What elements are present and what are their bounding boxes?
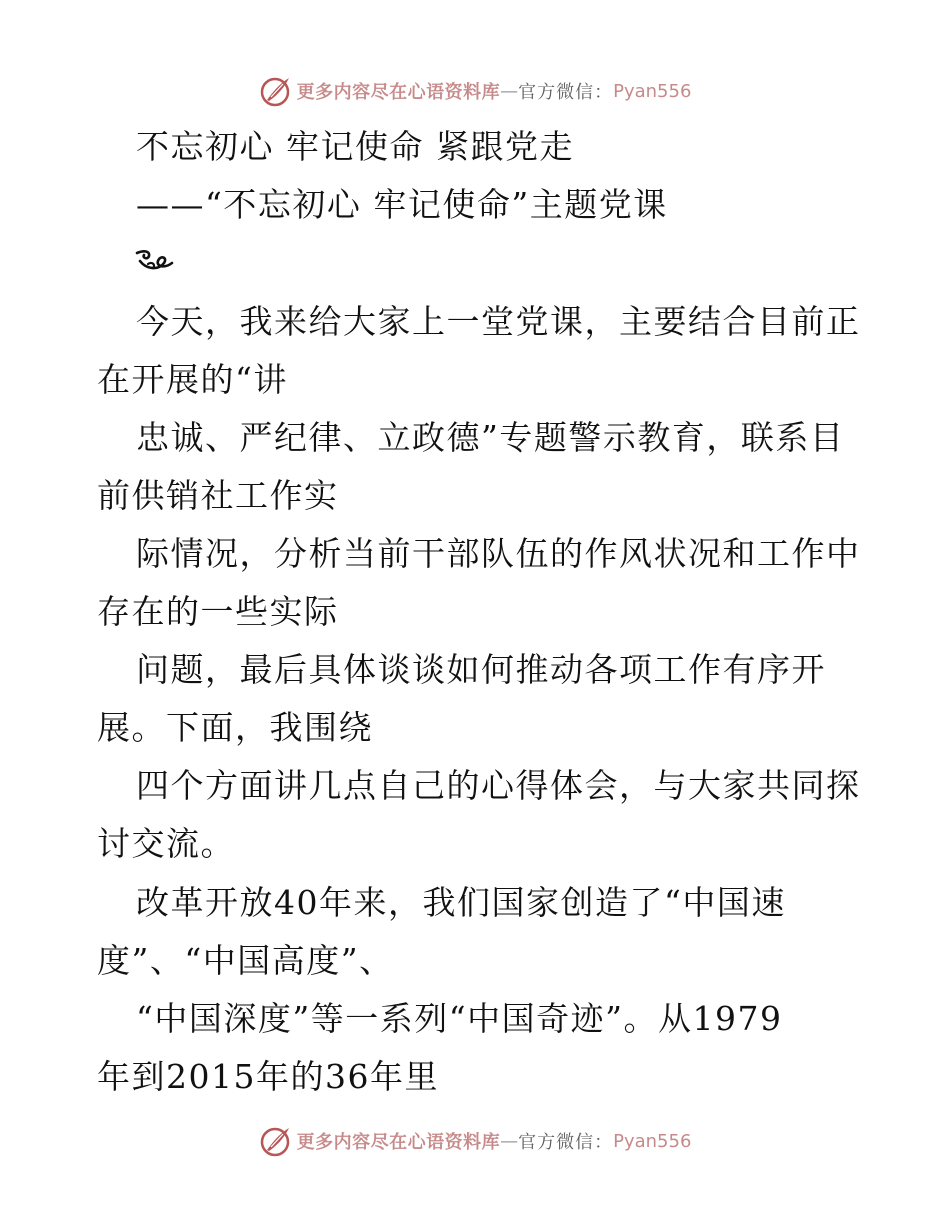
watermark-wechat-id: Pyan556 bbox=[613, 80, 692, 102]
watermark-site-text: 更多内容尽在心语资料库 bbox=[296, 1132, 501, 1153]
watermark-wechat-id: Pyan556 bbox=[613, 1130, 692, 1152]
watermark-dash: — bbox=[500, 1130, 519, 1152]
paragraph-line: 讨交流。 bbox=[97, 824, 235, 863]
paragraph-line: “中国深度”等一系列“中国奇迹”。从1979 bbox=[136, 999, 783, 1038]
watermark-footer bbox=[0, 1121, 950, 1161]
paragraph-line: 四个方面讲几点自己的心得体会，与大家共同探 bbox=[136, 766, 861, 805]
paragraph-line: 在开展的“讲 bbox=[97, 360, 288, 399]
paragraph-line: 存在的一些实际 bbox=[97, 592, 339, 631]
paragraph-line: 前供销社工作实 bbox=[97, 476, 339, 515]
watermark-header bbox=[0, 71, 950, 111]
paragraph-line: 改革开放40年来，我们国家创造了“中国速 bbox=[136, 883, 786, 922]
paragraph-line: 度”、“中国高度”、 bbox=[97, 941, 394, 980]
paragraph-line: 忠诚、严纪律、立政德”专题警示教育，联系目 bbox=[136, 418, 845, 457]
document-title: 不忘初心 牢记使命 紧跟党走 bbox=[136, 127, 574, 166]
watermark-site-text: 更多内容尽在心语资料库 bbox=[296, 82, 501, 103]
watermark-wechat-label: 官方微信： bbox=[518, 1132, 614, 1153]
paragraph-line: 展。下面，我围绕 bbox=[97, 708, 373, 747]
feather-pen-logo-icon bbox=[259, 1124, 293, 1158]
document-subtitle: ——“不忘初心 牢记使命”主题党课 bbox=[136, 185, 668, 224]
paragraph-line: 年到2015年的36年里 bbox=[97, 1057, 439, 1096]
paragraph-line: 问题，最后具体谈谈如何推动各项工作有序开 bbox=[136, 650, 826, 689]
feather-pen-logo-icon bbox=[259, 74, 293, 108]
watermark-dash: — bbox=[500, 80, 519, 102]
paragraph-line: 际情况，分析当前干部队伍的作风状况和工作中 bbox=[136, 534, 861, 573]
watermark-wechat-label: 官方微信： bbox=[518, 82, 614, 103]
paragraph-line: 今天，我来给大家上一堂党课，主要结合目前正 bbox=[136, 302, 861, 341]
flourish-ornament-icon bbox=[134, 247, 176, 277]
